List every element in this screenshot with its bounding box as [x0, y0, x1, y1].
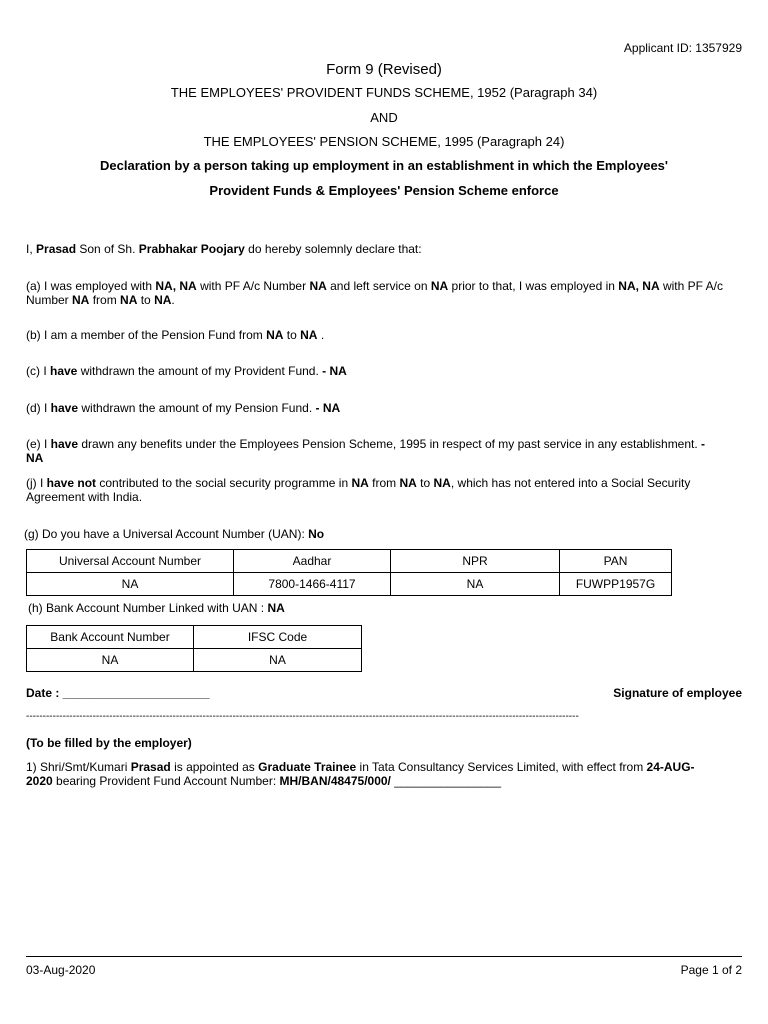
- uan-answer: No: [308, 527, 325, 541]
- table-header-cell: Universal Account Number: [27, 550, 234, 573]
- declaration-title-line1: Declaration by a person taking up employment in an establishment in which the Employees': [100, 158, 668, 173]
- employer-section-heading: (To be filled by the employer): [26, 736, 192, 750]
- table-cell: 7800-1466-4117: [234, 573, 391, 596]
- scheme-title-eps: THE EMPLOYEES' PENSION SCHEME, 1995 (Paragraph 24): [203, 134, 565, 149]
- clause-d: (d) I have withdrawn the amount of my Pension Fund. - NA: [26, 401, 341, 415]
- clause-c: (c) I have withdrawn the amount of my Provident Fund. - NA: [26, 364, 347, 378]
- table-header-cell: Bank Account Number: [27, 626, 194, 649]
- clause-j: (j) I have not contributed to the social security programme in NA from NA to NA, which has not entered into a Social Security Agreement with India.: [26, 476, 691, 504]
- table-row: [27, 573, 672, 596]
- father-name: Prabhakar Poojary: [138, 242, 245, 256]
- clause-g: (g) Do you have a Universal Account Number (UAN): No: [24, 527, 325, 541]
- clause-a: (a) I was employed with NA, NA with PF A/c Number NA and left service on NA prior to that, I was employed in NA, NA with PF A/c Number NA from NA to NA.: [26, 279, 723, 307]
- table-header-cell: PAN: [560, 550, 672, 573]
- applicant-id: Applicant ID: 1357929: [623, 41, 742, 55]
- clause-h: (h) Bank Account Number Linked with UAN : NA: [28, 601, 285, 615]
- clause-e: (e) I have drawn any benefits under the Employees Pension Scheme, 1995 in respect of my past service in any establishment. - NA: [26, 437, 706, 465]
- table-row: [27, 649, 362, 672]
- table-cell: NA: [391, 573, 560, 596]
- form-title: Form 9 (Revised): [326, 61, 442, 78]
- footer-date: 03-Aug-2020: [26, 963, 96, 977]
- bank-table: [26, 625, 362, 672]
- table-header-cell: Aadhar: [234, 550, 391, 573]
- date-field: Date : ______________________: [26, 686, 210, 700]
- clause-b: (b) I am a member of the Pension Fund from NA to NA .: [26, 328, 325, 342]
- table-cell: NA: [27, 573, 234, 596]
- table-header-row: [27, 626, 362, 649]
- table-header-row: [27, 550, 672, 573]
- employee-name: Prasad: [36, 242, 77, 256]
- uan-table: [26, 549, 672, 596]
- table-cell: FUWPP1957G: [560, 573, 672, 596]
- table-cell: NA: [194, 649, 362, 672]
- signature-label: Signature of employee: [613, 686, 742, 700]
- intro-statement: I, Prasad Son of Sh. Prabhakar Poojary do hereby solemnly declare that:: [26, 242, 422, 256]
- table-header-cell: IFSC Code: [194, 626, 362, 649]
- table-header-cell: NPR: [391, 550, 560, 573]
- scheme-title-and: AND: [370, 110, 398, 125]
- page-number: Page 1 of 2: [680, 963, 742, 977]
- table-cell: NA: [27, 649, 194, 672]
- declaration-title-line2: Provident Funds & Employees' Pension Scheme enforce: [209, 183, 559, 198]
- footer-divider: [26, 956, 742, 957]
- employer-statement: 1) Shri/Smt/Kumari Prasad is appointed as Graduate Trainee in Tata Consultancy Services Limited, with effect from 24-AUG-2020 bearing Provident Fund Account Number: MH/BAN/48475/000/ ________________: [26, 760, 695, 788]
- separator-line: ----------------------------------------------------------------------------------------------------------------------------------------------------------------------: [26, 711, 579, 722]
- scheme-title-epf: THE EMPLOYEES' PROVIDENT FUNDS SCHEME, 1952 (Paragraph 34): [170, 85, 598, 100]
